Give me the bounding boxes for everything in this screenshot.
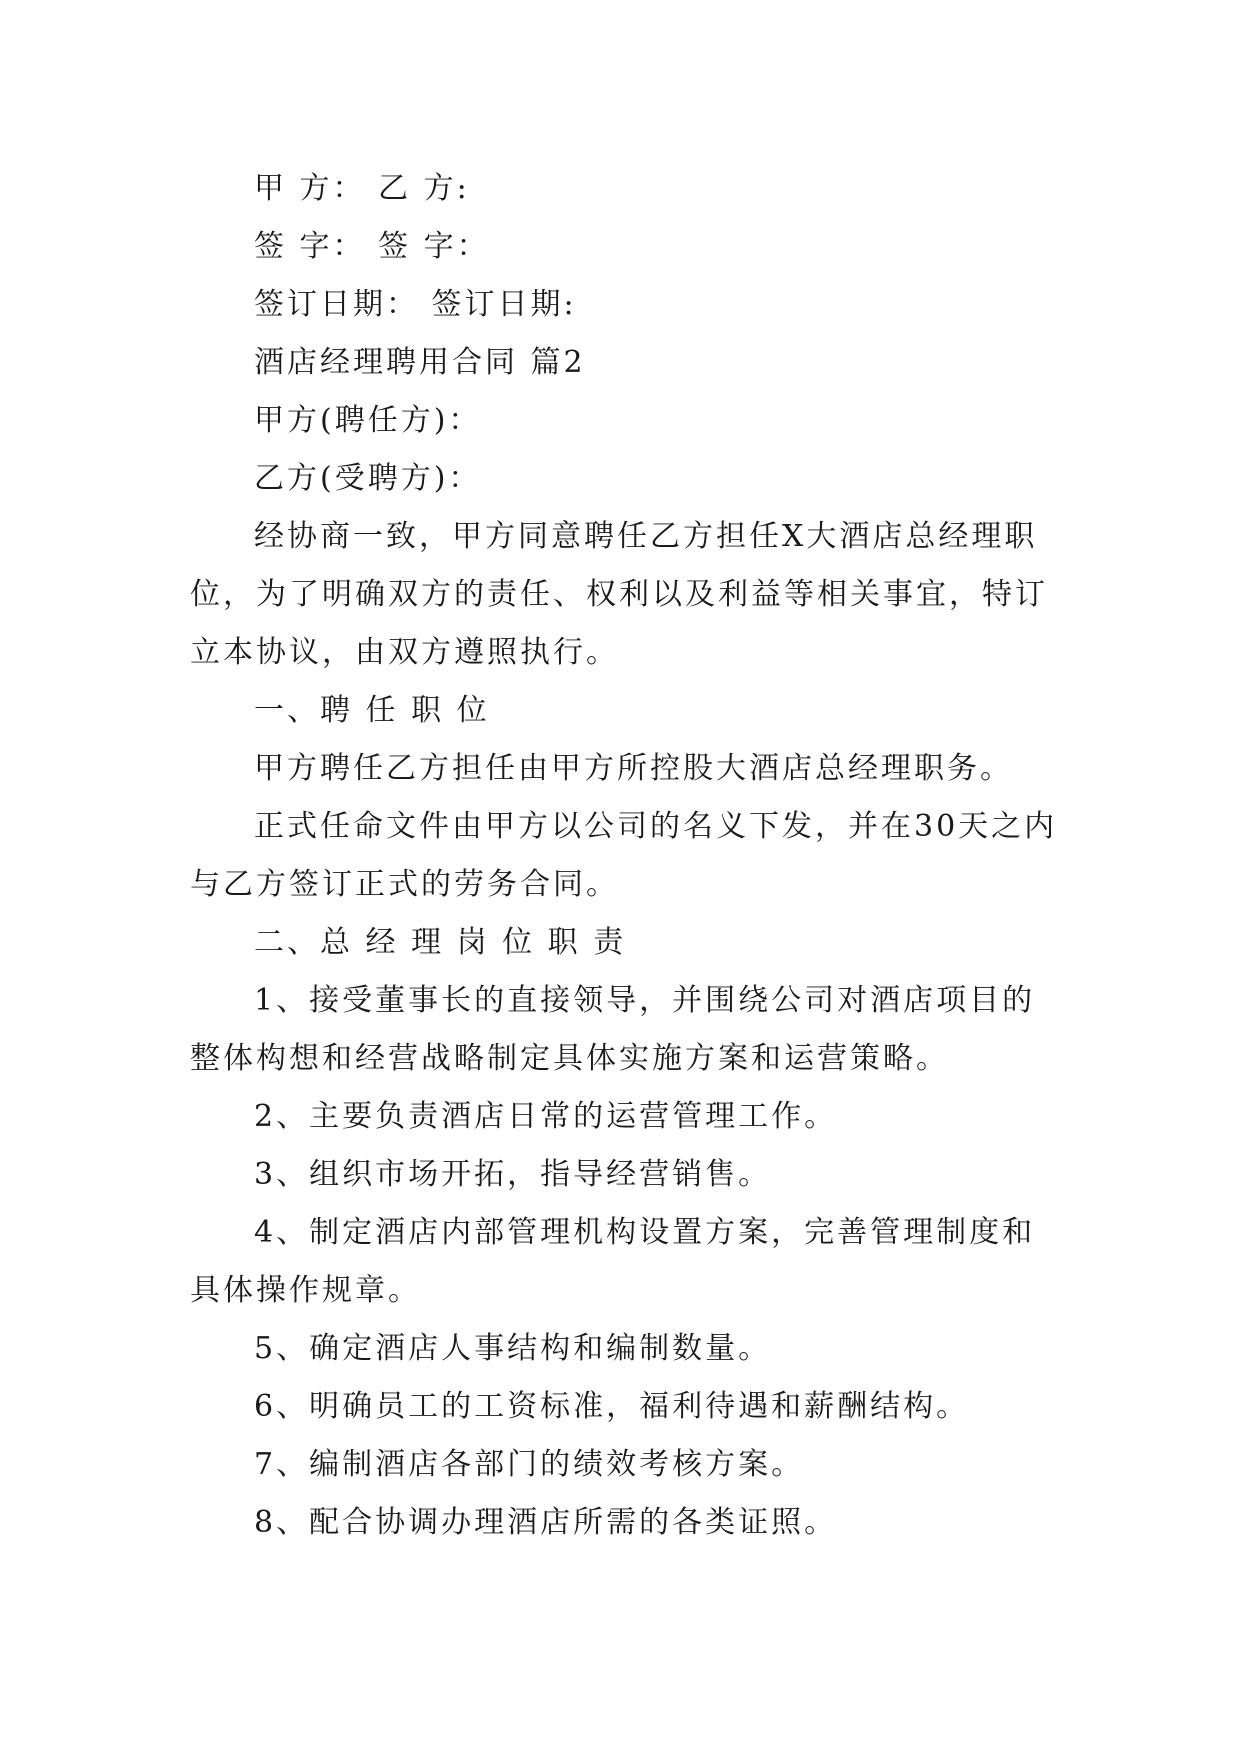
duty-item-8: 8、配合协调办理酒店所需的各类证照。 [254,1505,838,1540]
document-body [190,160,1060,1552]
position-paragraph: 甲方聘任乙方担任由甲方所控股大酒店总经理职务。 [254,751,1013,786]
signature-date-line: 签订日期： 签订日期: [254,287,577,322]
duty-item-5: 5、确定酒店人事结构和编制数量。 [254,1331,772,1366]
section-heading-duties: 二、总 经 理 岗 位 职 责 [254,925,627,960]
preamble-paragraph: 经协商一致，甲方同意聘任乙方担任X大酒店总经理职位，为了明确双方的责任、权利以及利益等相关事宜，特订立本协议，由双方遵照执行。 [190,519,1048,670]
signature-party-line: 甲 方： 乙 方: [254,171,470,206]
section-heading-position: 一、聘 任 职 位 [254,693,490,728]
duty-item-1: 1、接受董事长的直接领导，并围绕公司对酒店项目的整体构想和经营战略制定具体实施方案和运营策略。 [190,983,1036,1076]
duty-item-3: 3、组织市场开拓，指导经营销售。 [254,1157,772,1192]
signature-sign-line: 签 字： 签 字： [254,229,490,264]
duty-item-4: 4、制定酒店内部管理机构设置方案，完善管理制度和具体操作规章。 [190,1215,1036,1308]
appointment-paragraph: 正式任命文件由甲方以公司的名义下发，并在30天之内与乙方签订正式的劳务合同。 [190,809,1058,902]
party-a-line: 甲方(聘任方)： [254,403,482,438]
duty-item-2: 2、主要负责酒店日常的运营管理工作。 [254,1099,838,1134]
duty-item-7: 7、编制酒店各部门的绩效考核方案。 [254,1447,805,1482]
duty-item-6: 6、明确员工的工资标准，福利待遇和薪酬结构。 [254,1389,970,1424]
contract-title: 酒店经理聘用合同 篇2 [254,345,586,380]
party-b-line: 乙方(受聘方)： [254,461,482,496]
